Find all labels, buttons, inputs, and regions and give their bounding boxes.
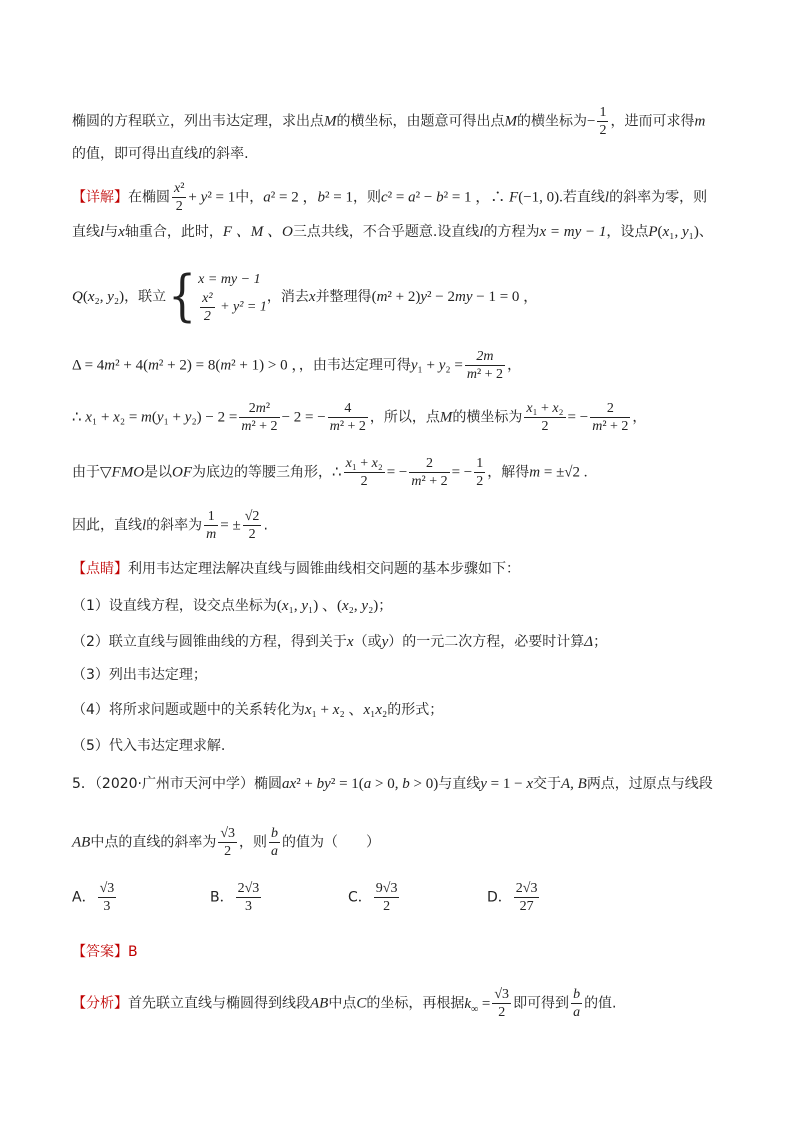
fraction-2m2: $\frac{\text{2m²}}{\text{m² + 2}}$ — [241, 401, 278, 434]
fraction-sqrt3-over-2: $\frac{√3}{2}$ — [220, 826, 236, 859]
fraction-2m: $\frac{2m}{\text{m² + 2}}$ — [466, 349, 504, 382]
math-coords: (x₂, y₂) — [82, 289, 125, 305]
question-5-line-2 — [72, 825, 754, 860]
detail-line-4 — [72, 348, 754, 383]
fraction-4: $\frac{4}{\text{m² + 2}}$ — [329, 401, 366, 434]
math-a2: a² = 2 ，b² = 1 — [263, 189, 353, 206]
summary-step-5 — [72, 736, 754, 756]
math-minus-2: − 2 = − — [281, 409, 326, 426]
question-number: 5． — [72, 776, 95, 792]
text: 为底边的等腰三角形， — [192, 464, 333, 481]
text: （5）代入韦达定理求解. — [72, 738, 226, 754]
math-point-Q: Q — [72, 289, 83, 305]
detail-line-6 — [72, 455, 754, 490]
math-line-eq: x = my − 1 — [539, 224, 607, 240]
choice-label: A． — [72, 889, 96, 906]
text: 若直线 — [562, 189, 605, 206]
math-x: x — [308, 289, 316, 305]
answer-value: B — [128, 944, 138, 960]
text: ，则 — [239, 834, 268, 851]
question-source: （2020·广州市天河中学） — [94, 776, 255, 792]
choice-fraction: $\frac{√3}{3}$ — [99, 881, 115, 914]
text: ，解得 — [487, 464, 530, 481]
text: ，消去 — [266, 289, 309, 305]
fraction-x-mid: $\frac{\text{x₁ + x₂}}{2}$ — [526, 401, 564, 434]
text: 椭圆的方程联立，列出韦达定理，求出点 — [72, 113, 324, 130]
text: （2）联立直线与圆锥曲线的方程，得到关于 — [72, 634, 347, 650]
text: ； — [593, 634, 608, 650]
text: （或 — [353, 634, 382, 650]
detail-line-1 — [72, 180, 754, 215]
math-M: M — [504, 113, 517, 130]
text: 中点 — [328, 995, 357, 1012]
math-quadratic: (m² + 2)y² − 2my − 1 = 0 ， — [371, 289, 539, 305]
text: 的横坐标为 — [517, 113, 587, 130]
math-point-P: P — [648, 224, 658, 240]
math-AB: A, B — [560, 776, 587, 792]
text: 的值. — [584, 995, 617, 1012]
choice-c[interactable] — [348, 880, 401, 915]
choice-b[interactable] — [210, 880, 263, 915]
text: 直线 — [72, 224, 100, 240]
math-l: l — [198, 146, 203, 162]
summary-step-3 — [72, 665, 754, 685]
fraction-2-over: $\frac{2}{\text{m² + 2}}$ — [411, 456, 448, 489]
summary-step-4 — [72, 700, 754, 720]
math-l: l — [604, 189, 610, 206]
math-eq: = ± — [220, 517, 241, 534]
choice-d[interactable] — [487, 880, 541, 915]
text: ，进而可求得 — [610, 113, 695, 130]
text: 因此，直线 — [72, 517, 142, 534]
detail-line-3 — [72, 262, 754, 332]
text: 中点的直线的斜率为 — [90, 834, 217, 851]
math-points: (x₁, y₁) 、(x₂, y₂) — [276, 598, 379, 614]
choice-label: C． — [348, 889, 372, 906]
math-discriminant: Δ = 4m² + 4(m² + 2) = 8(m² + 1) > 0 ， — [72, 357, 299, 374]
text: 的方程为 — [483, 224, 540, 240]
analysis-line-2 — [72, 144, 754, 164]
math-C: C — [356, 995, 367, 1012]
math-x: x — [118, 224, 125, 240]
math-FMO: F 、M 、O — [222, 224, 293, 240]
fraction-x2-over-2: $\frac{\text{x²}}{2}$ — [174, 181, 185, 214]
text: 利用韦达定理法解决直线与圆锥曲线相交问题的基本步骤如下： — [128, 561, 520, 577]
fraction-sqrt3-over-2: $\frac{√3}{2}$ — [494, 987, 510, 1020]
choice-fraction: $\frac{2√3}{27}$ — [515, 881, 538, 914]
text: 椭圆 — [254, 776, 283, 792]
text: 的斜率为零，则 — [609, 189, 708, 206]
analysis-q5 — [72, 986, 754, 1021]
fraction-1-over-m: $\frac{1}{m}$ — [206, 509, 217, 542]
math-eq: = − — [567, 409, 589, 426]
math-M: M — [439, 409, 453, 426]
math-expr: x₁ + x₂ 、x₁x₂ — [304, 702, 388, 718]
fraction-x-mid: $\frac{\text{x₁ + x₂}}{2}$ — [345, 456, 383, 489]
math-l: l — [100, 224, 105, 240]
text: 与直线 — [438, 776, 481, 792]
math-c2: c² = a² − b² = 1 ，∴ F(−1, 0). — [380, 189, 563, 206]
text: （3）列出韦达定理； — [72, 667, 207, 683]
math-x: x — [346, 634, 354, 650]
text: 由于 — [72, 464, 100, 481]
question-5-line-1 — [72, 774, 754, 794]
choice-fraction: $\frac{9√3}{2}$ — [375, 881, 398, 914]
text: 的坐标，再根据 — [366, 995, 465, 1012]
text: ， — [507, 357, 522, 374]
text: ）的一元二次方程，必要时计算 — [388, 634, 585, 650]
math-l: l — [142, 517, 147, 534]
detail-line-7 — [72, 508, 754, 543]
text: 三点共线，不合乎题意.设直线 — [292, 224, 480, 240]
math-M: M — [324, 113, 337, 130]
text: （4）将所求问题或题中的关系转化为 — [72, 702, 305, 718]
math-l: l — [479, 224, 484, 240]
detail-line-2 — [72, 222, 754, 242]
fraction-sqrt2-over-2: $\frac{√2}{2}$ — [244, 509, 260, 542]
math-m: m — [694, 113, 706, 130]
math-line: y = 1 − x — [480, 776, 533, 792]
fraction-b-over-a: $\frac{b}{a}$ — [271, 826, 279, 859]
math-eq: + y² = 1 — [188, 189, 236, 206]
fraction-2-over: $\frac{2}{\text{m² + 2}}$ — [592, 401, 629, 434]
summary-intro — [72, 559, 754, 579]
text: 是以 — [144, 464, 173, 481]
math-coords: (x₁, y₁) — [657, 224, 699, 240]
answer-line — [72, 942, 754, 962]
math-eq: = − — [386, 464, 408, 481]
text: 的斜率为 — [146, 517, 203, 534]
text: 的值，即可得出直线 — [72, 146, 198, 162]
text: 并整理得 — [315, 289, 372, 305]
choice-fraction: $\frac{2√3}{3}$ — [237, 881, 260, 914]
math-sum-x: ∴ x₁ + x₂ = m(y₁ + y₂) − 2 = — [72, 409, 238, 426]
text: ，所以，点 — [369, 409, 440, 426]
detail-tag: 【详解】 — [72, 189, 128, 206]
choice-label: D． — [487, 889, 512, 906]
math-delta: Δ — [584, 634, 594, 650]
summary-step-2 — [72, 632, 754, 652]
text: 的形式； — [387, 702, 444, 718]
choice-a[interactable] — [72, 880, 118, 915]
summary-tag: 【点睛】 — [72, 561, 128, 577]
text: ，设点 — [606, 224, 649, 240]
text: ，由韦达定理可得 — [298, 357, 411, 374]
text: 中， — [235, 189, 264, 206]
answer-tag: 【答案】 — [72, 944, 128, 960]
text: 轴重合，此时， — [124, 224, 223, 240]
text: 两点，过原点与线段 — [586, 776, 713, 792]
math-OF: OF — [172, 464, 193, 481]
analysis-line-1 — [72, 104, 754, 139]
text: （1）设直线方程，设交点坐标为 — [72, 598, 277, 614]
text: . — [263, 517, 268, 534]
equation-system: x = my − 1 $\frac{\text{x²}}{2}$ + y² = 1 — [198, 271, 267, 324]
math-sum-y: y₁ + y₂ = — [410, 357, 463, 374]
text: 的横坐标为 — [452, 409, 523, 426]
math-y: y — [381, 634, 389, 650]
text: 的斜率. — [202, 146, 249, 162]
math-therefore: ∴ — [332, 464, 342, 481]
math-ellipse: ax² + by² = 1(a > 0, b > 0) — [282, 776, 439, 792]
detail-line-5 — [72, 400, 754, 435]
text: ； — [378, 598, 393, 614]
fraction-one-half: $\frac{1}{2}$ — [599, 105, 607, 138]
text: ，则 — [352, 189, 381, 206]
analysis-tag: 【分析】 — [72, 995, 128, 1012]
text: 即可得到 — [513, 995, 570, 1012]
text: 交于 — [532, 776, 561, 792]
text: 的值为（ ） — [282, 834, 381, 851]
summary-step-1 — [72, 596, 754, 616]
math-triangle: ▽FMO — [100, 464, 145, 481]
math-k: $k_\infty$ = — [464, 995, 491, 1015]
math-minus: − — [587, 113, 596, 130]
text: 、 — [698, 224, 713, 240]
choice-label: B． — [210, 889, 234, 906]
text: 与 — [104, 224, 119, 240]
math-AB: AB — [310, 995, 329, 1012]
text: 首先联立直线与椭圆得到线段 — [128, 995, 310, 1012]
text: ，联立 — [124, 289, 167, 305]
text: 在椭圆 — [128, 189, 170, 206]
brace-symbol: { — [168, 264, 197, 329]
text: ， — [632, 409, 647, 426]
fraction-one-half: $\frac{1}{2}$ — [476, 456, 484, 489]
text: 的横坐标，由题意可得出点 — [336, 113, 505, 130]
math-m-value: m = ±√2 . — [529, 464, 588, 481]
math-eq: = − — [451, 464, 473, 481]
math-AB: AB — [72, 834, 91, 851]
fraction-b-over-a: $\frac{b}{a}$ — [573, 987, 581, 1020]
